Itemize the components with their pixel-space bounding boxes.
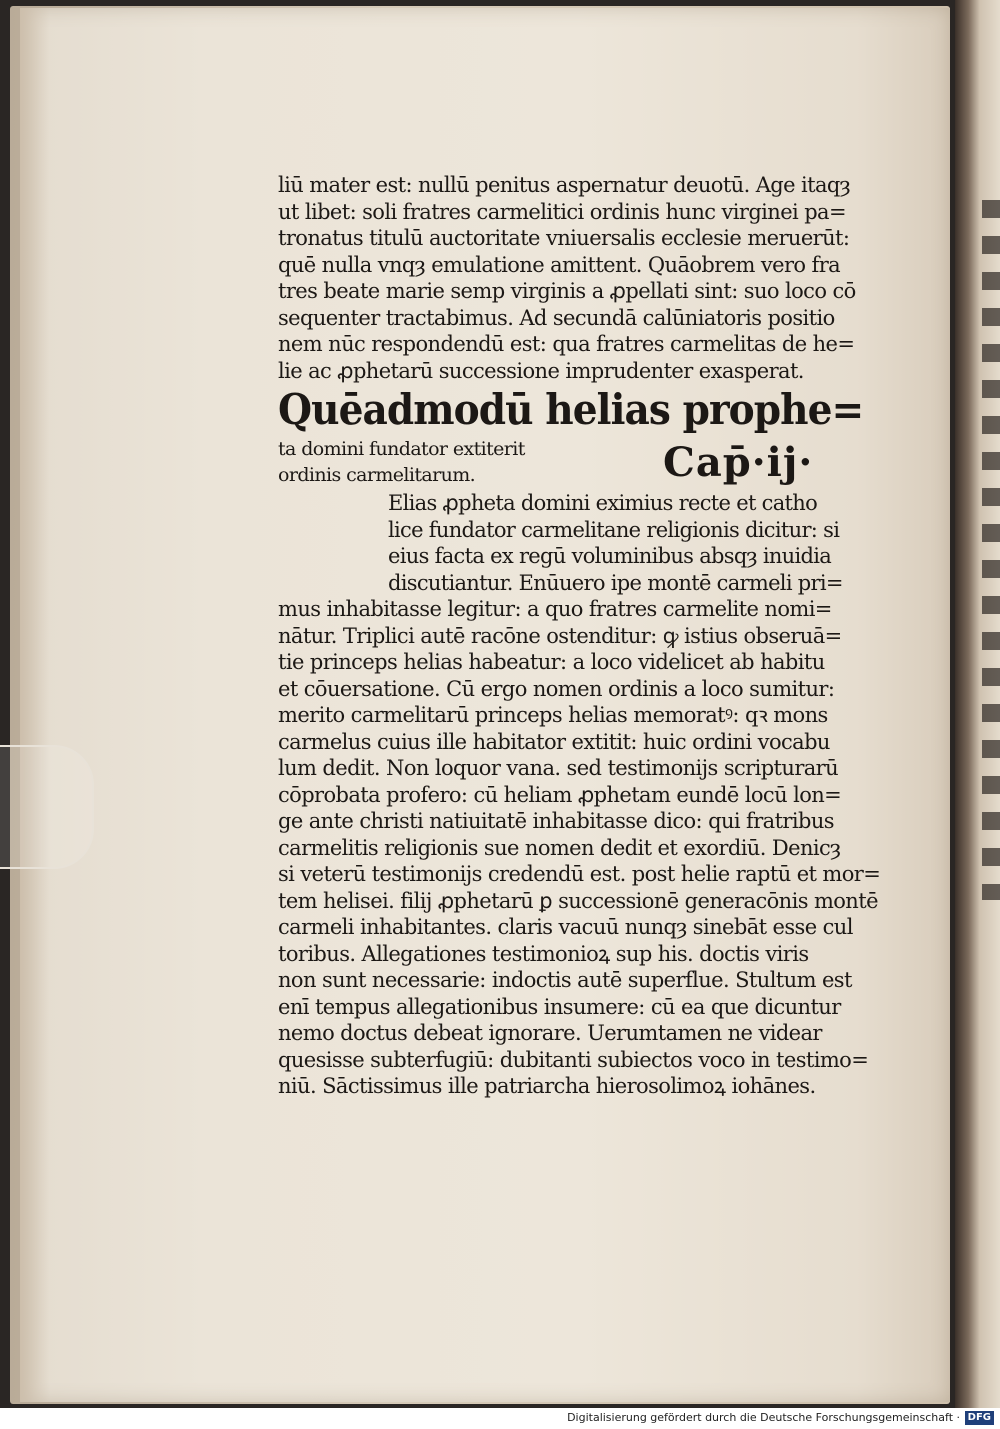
text-line: carmelus cuius ille habitator extitit: huic ordini vocabu bbox=[278, 729, 830, 754]
chapter-heading: Quēadmodū helias prophe= bbox=[278, 385, 864, 434]
text-line: mus inhabitasse legitur: a quo fratres carmelite nomi= bbox=[278, 597, 832, 621]
text-line: tres beate marie semp virginis a ꝓpellati sint: suo loco cō bbox=[278, 279, 856, 303]
funding-credit: Digitalisierung gefördert durch die Deutsche Forschungsgemeinschaft · bbox=[567, 1411, 960, 1424]
page-text bbox=[278, 172, 881, 1100]
dfg-logo[interactable]: DFG bbox=[965, 1411, 994, 1425]
chapter-subtitle-row bbox=[278, 436, 852, 490]
text-line: quē nulla vnqȝ emulatione amittent. Quāobrem vero fra bbox=[278, 252, 841, 277]
chapter-subtitle-line: ordinis carmelitarum. bbox=[278, 464, 476, 486]
facing-page-text bbox=[982, 200, 1000, 900]
text-line: Elias ꝓpheta domini eximius recte et catho bbox=[388, 491, 818, 515]
text-line: tronatus titulū auctoritate vniuersalis ecclesie meruerūt: bbox=[278, 226, 850, 250]
chapter-number: Cap̄·ij· bbox=[663, 439, 814, 486]
text-line: quesisse subterfugiū: dubitanti subiectos voco in testimo= bbox=[278, 1047, 869, 1072]
text-line: tie princeps helias habeatur: a loco videlicet ab habitu bbox=[278, 650, 825, 674]
text-line: si veterū testimonijs credendū est. post helie raptū et mor= bbox=[278, 862, 881, 886]
text-line: eius facta ex regū voluminibus absqȝ inuidia bbox=[388, 544, 832, 568]
text-line: lice fundator carmelitane religionis dicitur: si bbox=[388, 517, 840, 542]
text-line: et cōuersatione. Cū ergo nomen ordinis a loco sumitur: bbox=[278, 676, 835, 701]
page-edge bbox=[20, 8, 50, 1402]
chapter-subtitle-line: ta domini fundator extiterit bbox=[278, 438, 525, 460]
text-line: liū mater est: nullū penitus aspernatur deuotū. Age itaqȝ bbox=[278, 173, 851, 197]
text-line: tem helisei. filij ꝓphetarū ꝑ successionē generacōnis montē bbox=[278, 888, 878, 913]
footer-bar bbox=[0, 1408, 1000, 1429]
text-line: carmeli inhabitantes. claris vacuū nunqȝ sinebāt esse cul bbox=[278, 915, 853, 939]
text-line: sequenter tractabimus. Ad secundā calūniatoris positio bbox=[278, 305, 835, 330]
main-paragraph bbox=[278, 596, 881, 1100]
text-line: merito carmelitarū princeps helias memoratꝰ: qꝛ mons bbox=[278, 703, 828, 727]
text-line: toribus. Allegationes testimonioꝝ sup his. doctis viris bbox=[278, 941, 809, 966]
chapter-heading-row bbox=[278, 384, 864, 436]
text-line: ut libet: soli fratres carmelitici ordinis hunc virginei pa= bbox=[278, 199, 846, 224]
text-line: nemo doctus debeat ignorare. Uerumtamen ne videar bbox=[278, 1021, 822, 1045]
text-line: enī tempus allegationibus insumere: cū ea que dicuntur bbox=[278, 994, 841, 1019]
opening-paragraph bbox=[278, 172, 856, 384]
text-line: niū. Sāctissimus ille patriarcha hierosolimoꝝ iohānes. bbox=[278, 1074, 816, 1098]
text-line: discutiantur. Enūuero ipe montē carmeli pri= bbox=[388, 570, 843, 595]
text-line: lum dedit. Non loquor vana. sed testimonijs scripturarū bbox=[278, 756, 839, 780]
text-line: nem nūc respondendū est: qua fratres carmelitas de he= bbox=[278, 332, 855, 356]
text-line: nātur. Triplici autē racōne ostenditur: ꝙ istius obseruā= bbox=[278, 623, 842, 648]
text-line: lie ac ꝓphetarū successione imprudenter exasperat. bbox=[278, 358, 804, 383]
indented-paragraph bbox=[388, 490, 852, 596]
bookmark-tab bbox=[0, 745, 94, 869]
text-line: ge ante christi natiuitatē inhabitasse dico: qui fratribus bbox=[278, 809, 834, 833]
text-line: carmelitis religionis sue nomen dedit et exordiū. Denicȝ bbox=[278, 835, 841, 860]
text-line: cōprobata profero: cū heliam ꝓphetam eundē locū lon= bbox=[278, 782, 842, 807]
text-line: non sunt necessarie: indoctis autē superflue. Stultum est bbox=[278, 968, 852, 992]
